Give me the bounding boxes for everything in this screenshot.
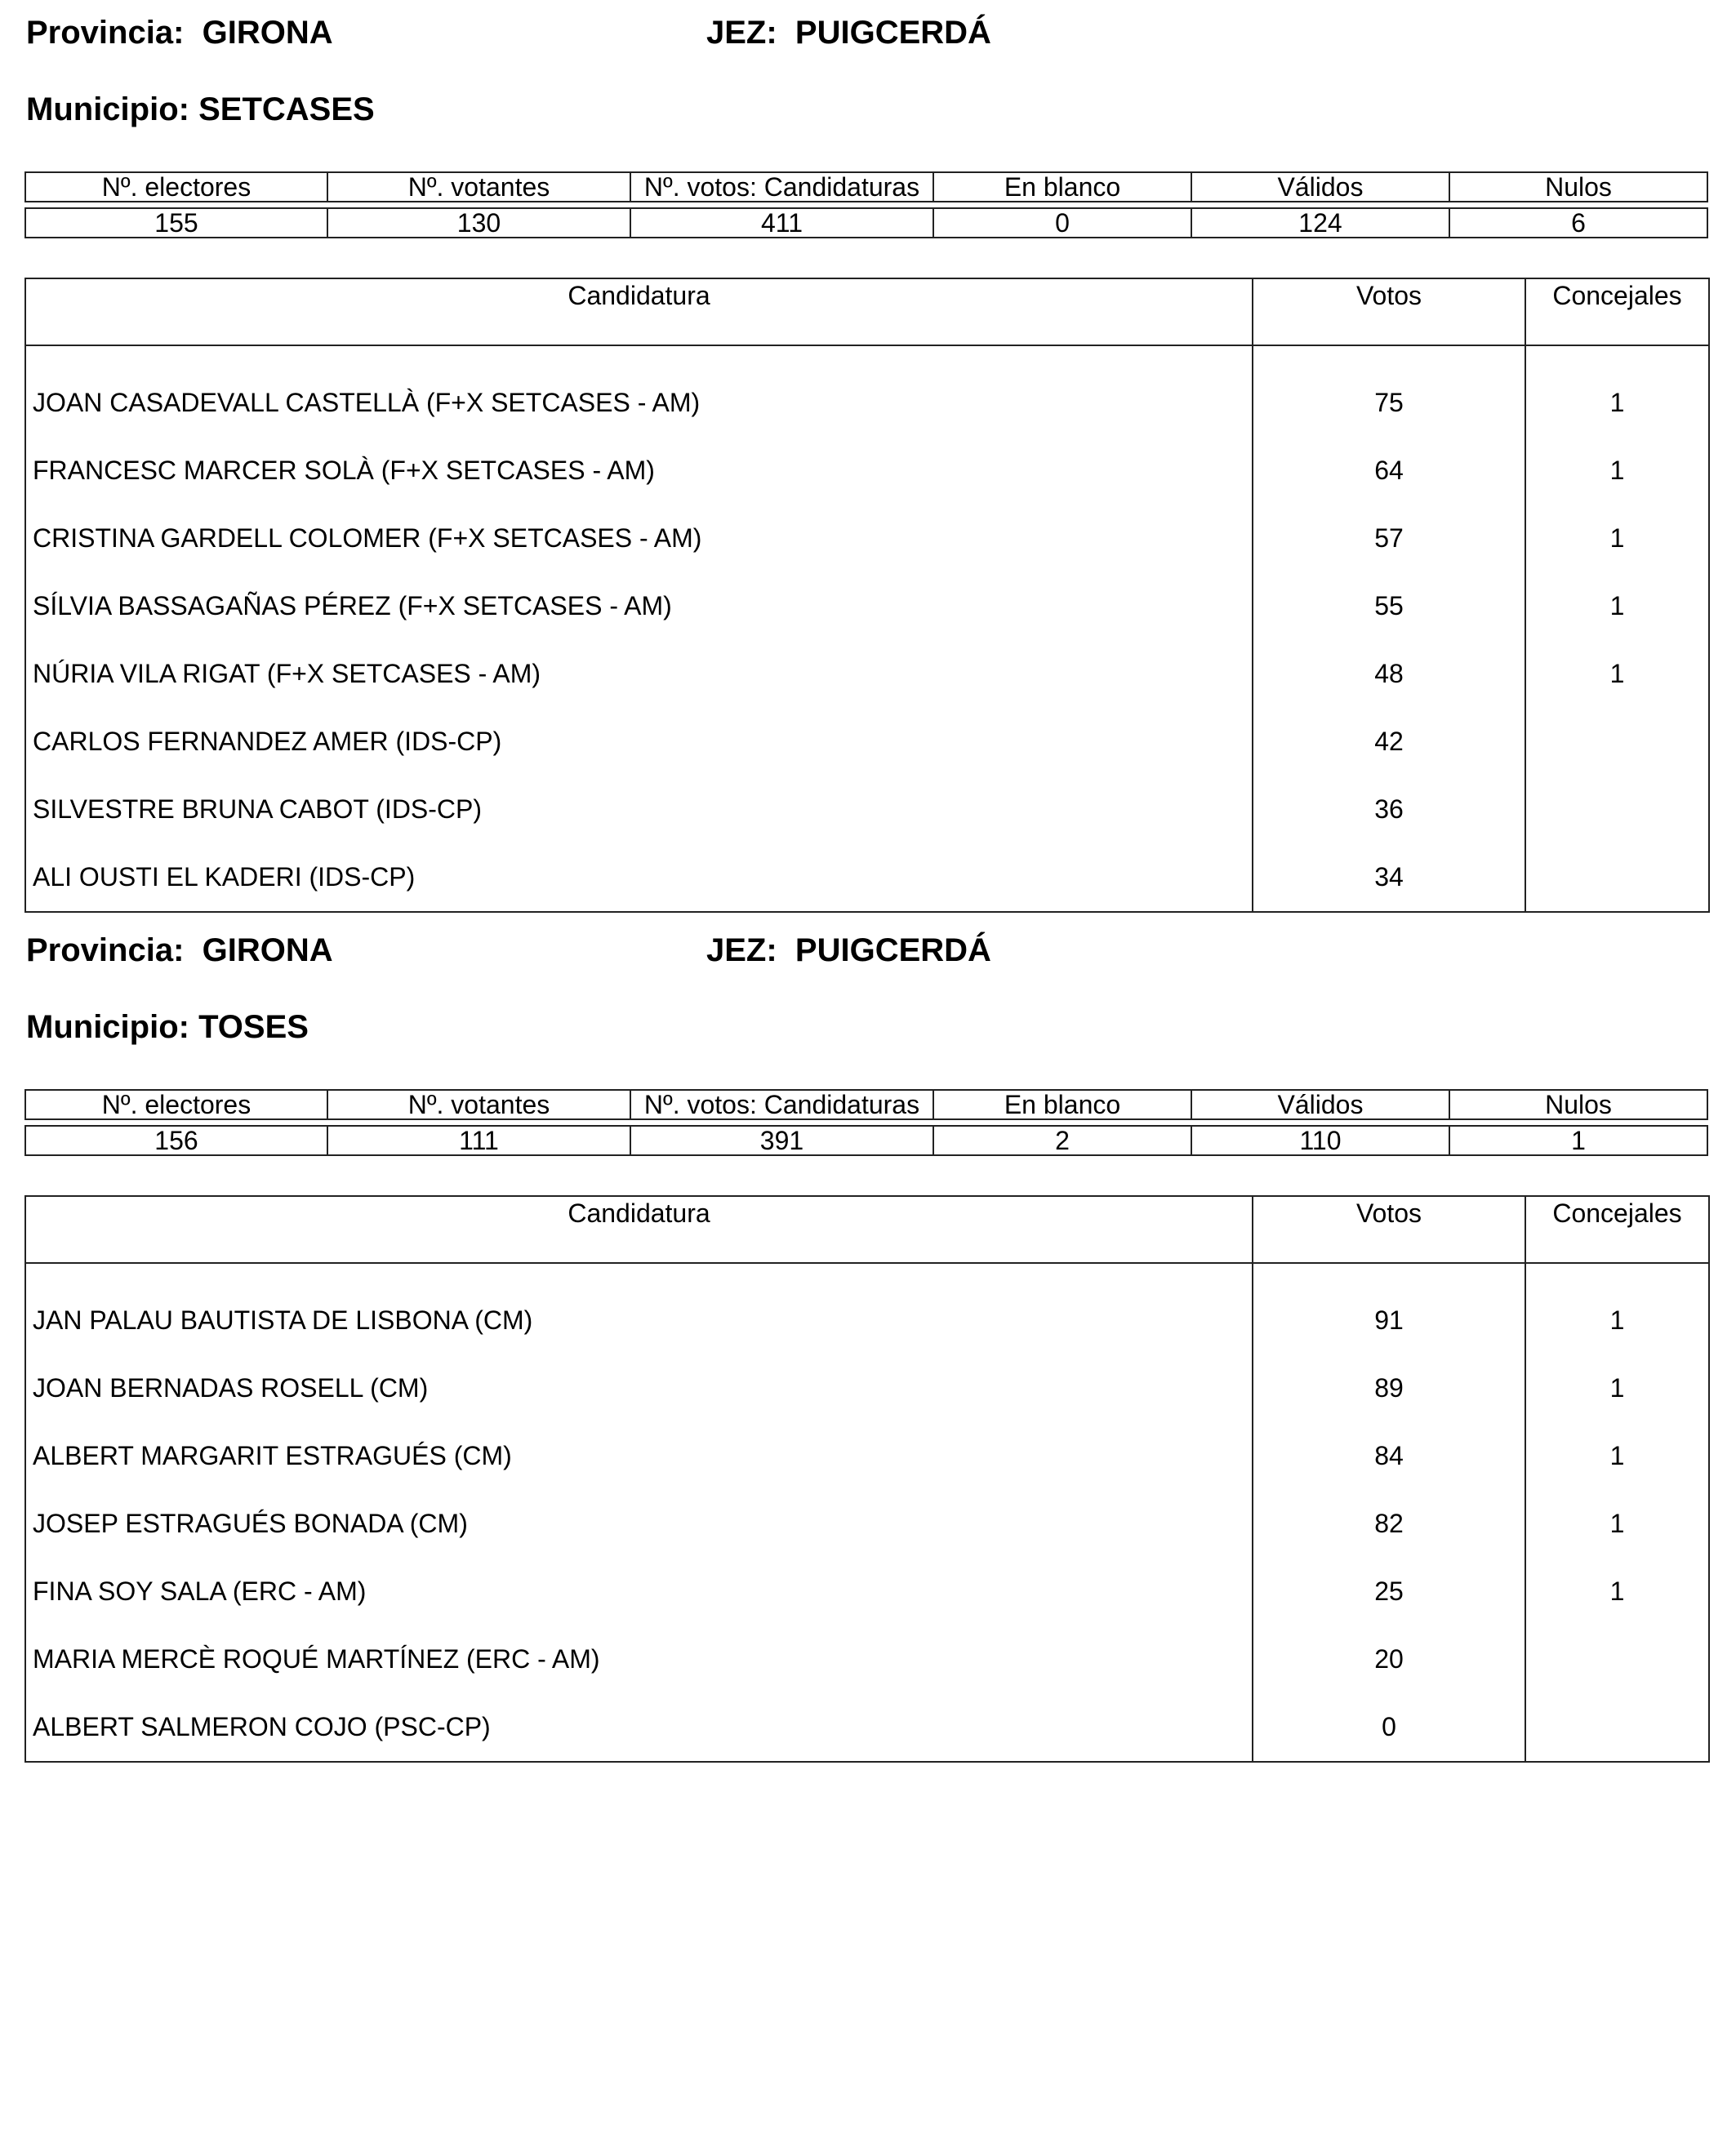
- candidate-votes: 48: [1253, 640, 1525, 708]
- summary-table: [24, 171, 1708, 238]
- provincia-value: GIRONA: [202, 15, 333, 51]
- candidate-concejales: [1525, 1625, 1709, 1693]
- candidate-name: ALBERT MARGARIT ESTRAGUÉS (CM): [25, 1422, 1253, 1490]
- summary-value: 391: [630, 1126, 933, 1155]
- candidatura-header: Candidatura: [25, 1196, 1253, 1263]
- summary-header: Válidos: [1191, 1090, 1449, 1119]
- candidate-concejales: 1: [1525, 572, 1709, 640]
- candidate-name: FINA SOY SALA (ERC - AM): [25, 1558, 1253, 1625]
- summary-header: Nulos: [1449, 172, 1707, 202]
- candidate-name: CRISTINA GARDELL COLOMER (F+X SETCASES - AM): [25, 505, 1253, 572]
- summary-value: 130: [327, 208, 630, 238]
- candidates-table: [24, 278, 1710, 913]
- candidate-name: JOSEP ESTRAGUÉS BONADA (CM): [25, 1490, 1253, 1558]
- summary-header-row: [25, 172, 1707, 202]
- candidate-concejales: 1: [1525, 1490, 1709, 1558]
- municipio-label: Municipio:: [26, 91, 189, 127]
- provincia-value: GIRONA: [202, 932, 333, 968]
- candidate-concejales: 1: [1525, 1422, 1709, 1490]
- summary-value: 411: [630, 208, 933, 238]
- candidate-concejales: 1: [1525, 369, 1709, 437]
- table-row: [25, 505, 1709, 572]
- candidate-concejales: 1: [1525, 640, 1709, 708]
- votos-header: Votos: [1253, 278, 1525, 345]
- summary-value-row: [25, 1126, 1707, 1155]
- candidate-name: CARLOS FERNANDEZ AMER (IDS-CP): [25, 708, 1253, 776]
- candidate-concejales: 1: [1525, 437, 1709, 505]
- candidatura-header: Candidatura: [25, 278, 1253, 345]
- jez-value: PUIGCERDÁ: [795, 932, 991, 968]
- table-row: [25, 572, 1709, 640]
- candidate-name: JOAN BERNADAS ROSELL (CM): [25, 1354, 1253, 1422]
- table-row: [25, 708, 1709, 776]
- candidate-votes: 82: [1253, 1490, 1525, 1558]
- candidates-header-row: [25, 1196, 1709, 1263]
- table-row: [25, 640, 1709, 708]
- candidate-name: ALBERT SALMERON COJO (PSC-CP): [25, 1693, 1253, 1762]
- candidate-votes: 64: [1253, 437, 1525, 505]
- jez-line: [706, 15, 991, 51]
- summary-header: Nº. votantes: [327, 1090, 630, 1119]
- candidate-votes: 20: [1253, 1625, 1525, 1693]
- municipio-line: [24, 1009, 1707, 1055]
- candidate-name: JAN PALAU BAUTISTA DE LISBONA (CM): [25, 1287, 1253, 1354]
- summary-value: 1: [1449, 1126, 1707, 1155]
- candidate-name: FRANCESC MARCER SOLÀ (F+X SETCASES - AM): [25, 437, 1253, 505]
- municipio-value: TOSES: [198, 1009, 309, 1045]
- summary-header: Nº. votos: Candidaturas: [630, 172, 933, 202]
- candidate-name: ALI OUSTI EL KADERI (IDS-CP): [25, 843, 1253, 912]
- candidate-name: SÍLVIA BASSAGAÑAS PÉREZ (F+X SETCASES - AM): [25, 572, 1253, 640]
- summary-value-row: [25, 208, 1707, 238]
- concejales-header: Concejales: [1525, 1196, 1709, 1263]
- summary-header: Válidos: [1191, 172, 1449, 202]
- jez-value: PUIGCERDÁ: [795, 15, 991, 51]
- candidate-name: NÚRIA VILA RIGAT (F+X SETCASES - AM): [25, 640, 1253, 708]
- summary-value: 111: [327, 1126, 630, 1155]
- candidate-concejales: 1: [1525, 1558, 1709, 1625]
- candidate-concejales: 1: [1525, 505, 1709, 572]
- municipio-value: SETCASES: [198, 91, 375, 127]
- table-row: [25, 437, 1709, 505]
- candidate-votes: 34: [1253, 843, 1525, 912]
- municipio-label: Municipio:: [26, 1009, 189, 1045]
- summary-header: En blanco: [933, 1090, 1191, 1119]
- candidate-votes: 75: [1253, 369, 1525, 437]
- candidate-concejales: 1: [1525, 1287, 1709, 1354]
- candidate-concejales: [1525, 1693, 1709, 1762]
- section-header: [24, 932, 1707, 978]
- provincia-label: Provincia:: [26, 15, 185, 51]
- summary-value: 124: [1191, 208, 1449, 238]
- candidates-header-row: [25, 278, 1709, 345]
- section-header: [24, 15, 1707, 60]
- table-row: [25, 776, 1709, 843]
- candidate-votes: 25: [1253, 1558, 1525, 1625]
- candidate-votes: 84: [1253, 1422, 1525, 1490]
- votos-header: Votos: [1253, 1196, 1525, 1263]
- provincia-label: Provincia:: [26, 932, 185, 968]
- summary-header: Nº. electores: [25, 1090, 327, 1119]
- jez-line: [706, 932, 991, 969]
- table-row: [25, 1490, 1709, 1558]
- summary-header: Nº. votos: Candidaturas: [630, 1090, 933, 1119]
- candidate-votes: 89: [1253, 1354, 1525, 1422]
- candidates-table: [24, 1195, 1710, 1763]
- summary-value: 0: [933, 208, 1191, 238]
- candidate-concejales: [1525, 776, 1709, 843]
- candidate-votes: 55: [1253, 572, 1525, 640]
- table-row: [25, 369, 1709, 437]
- candidate-votes: 36: [1253, 776, 1525, 843]
- candidate-concejales: [1525, 708, 1709, 776]
- table-row: [25, 1422, 1709, 1490]
- municipio-line: [24, 91, 1707, 137]
- candidate-votes: 0: [1253, 1693, 1525, 1762]
- table-row: [25, 1558, 1709, 1625]
- candidate-votes: 91: [1253, 1287, 1525, 1354]
- table-row: [25, 1693, 1709, 1762]
- candidate-votes: 42: [1253, 708, 1525, 776]
- candidate-votes: 57: [1253, 505, 1525, 572]
- summary-header-row: [25, 1090, 1707, 1119]
- summary-header: En blanco: [933, 172, 1191, 202]
- candidate-name: SILVESTRE BRUNA CABOT (IDS-CP): [25, 776, 1253, 843]
- summary-value: 110: [1191, 1126, 1449, 1155]
- summary-header: Nº. votantes: [327, 172, 630, 202]
- summary-value: 2: [933, 1126, 1191, 1155]
- provincia-line: [26, 15, 333, 51]
- summary-value: 6: [1449, 208, 1707, 238]
- candidate-concejales: [1525, 843, 1709, 912]
- summary-value: 156: [25, 1126, 327, 1155]
- table-row: [25, 1287, 1709, 1354]
- summary-header: Nulos: [1449, 1090, 1707, 1119]
- summary-header: Nº. electores: [25, 172, 327, 202]
- summary-value: 155: [25, 208, 327, 238]
- candidate-concejales: 1: [1525, 1354, 1709, 1422]
- jez-label: JEZ:: [706, 15, 777, 51]
- results-section-toses: [24, 932, 1707, 1763]
- table-row: [25, 1354, 1709, 1422]
- table-row: [25, 843, 1709, 912]
- table-row: [25, 1625, 1709, 1693]
- candidate-name: JOAN CASADEVALL CASTELLÀ (F+X SETCASES - AM): [25, 369, 1253, 437]
- jez-label: JEZ:: [706, 932, 777, 968]
- results-section-setcases: [24, 15, 1707, 913]
- provincia-line: [26, 932, 333, 969]
- concejales-header: Concejales: [1525, 278, 1709, 345]
- candidate-name: MARIA MERCÈ ROQUÉ MARTÍNEZ (ERC - AM): [25, 1625, 1253, 1693]
- summary-table: [24, 1089, 1708, 1156]
